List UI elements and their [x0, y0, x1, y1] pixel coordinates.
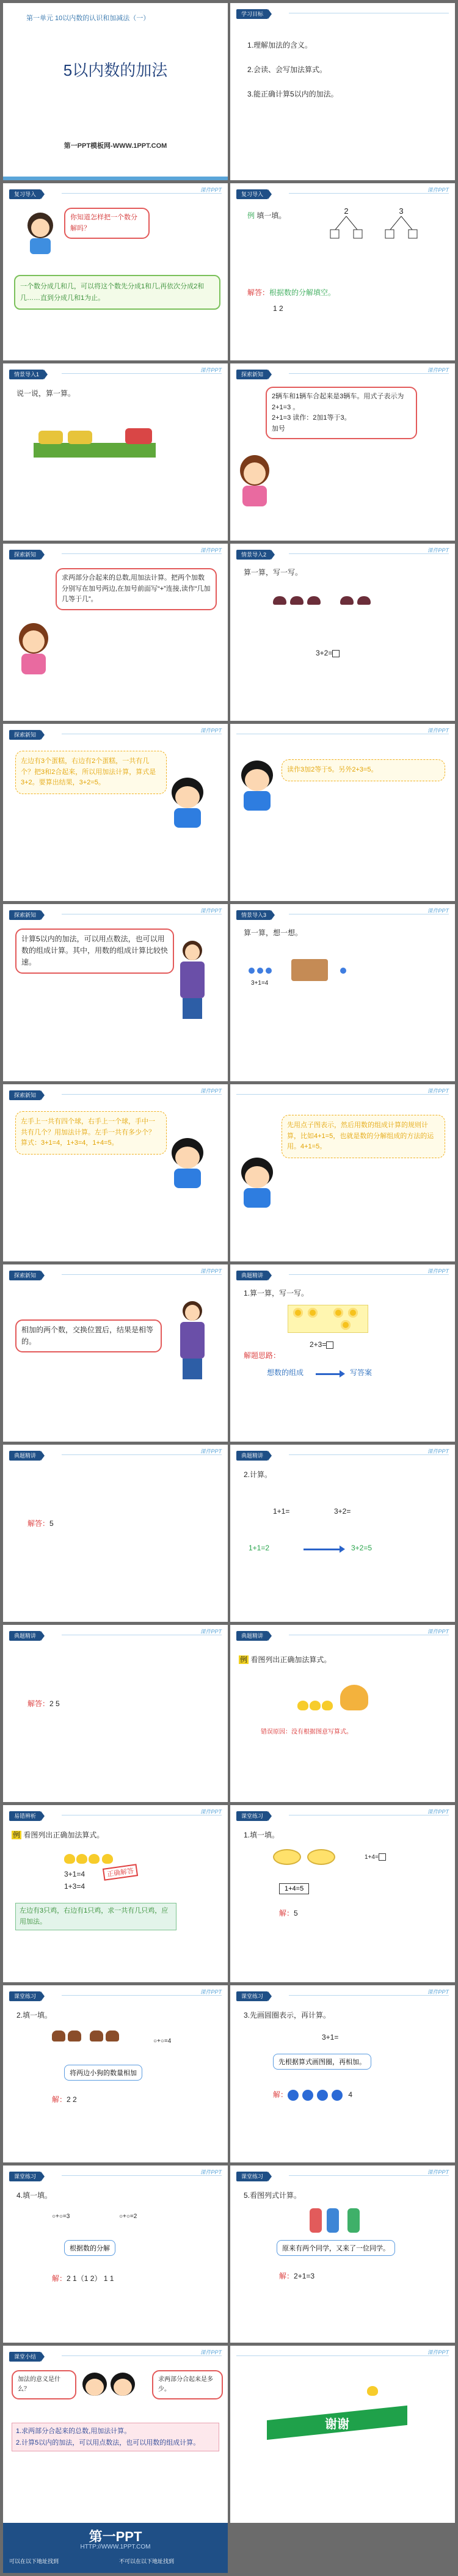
- slide-logo: 课件PPT: [200, 367, 222, 373]
- ad-col2: 不可以在以下地址找到: [119, 2558, 175, 2564]
- thanks-text: 谢谢: [325, 2418, 349, 2431]
- ad-logo: 第一PPT: [89, 2529, 142, 2544]
- slide-logo: 课件PPT: [200, 187, 222, 193]
- slide-logo: 课件PPT: [200, 1809, 222, 1815]
- answer-line: 解答：5: [27, 1519, 54, 1528]
- slide-tag: 典题精讲: [236, 1271, 268, 1280]
- plates-scene: [273, 1848, 346, 1866]
- slide-logo: 课件PPT: [427, 908, 449, 914]
- divider: [62, 2355, 222, 2356]
- chickens-scene: [297, 1681, 371, 1718]
- divider: [289, 193, 449, 194]
- exercise-prompt: 1.算一算，写一写。: [244, 1289, 309, 1297]
- explain-bubble: 读作3加2等于5。另外2+3=5。: [282, 759, 445, 781]
- explain-bubble: 计算5以内的加法，可以用点数法，也可以用数的组成计算。其中，用数的组成计算比较快速。: [15, 929, 174, 974]
- slide-logo: 课件PPT: [427, 1268, 449, 1274]
- divider: [62, 373, 222, 374]
- slide-tag: 探索新知: [9, 550, 41, 560]
- slide-logo: 课件PPT: [200, 2169, 222, 2175]
- answer-line: 解答：根据数的分解填空。: [247, 288, 336, 297]
- slide-logo: 课件PPT: [427, 1088, 449, 1094]
- slide-explore-6: [3, 1084, 228, 1261]
- divider: [289, 2175, 449, 2176]
- slide-explore-3: [3, 724, 228, 901]
- slide-example-1: [230, 1264, 455, 1442]
- scene-prompt: 说一说，算一算。: [16, 389, 76, 398]
- cakes-group: [273, 596, 395, 615]
- slide-logo: 课件PPT: [427, 2349, 449, 2355]
- slide-practice-3: [230, 1985, 455, 2162]
- cars-scene: [34, 425, 156, 467]
- answer-line: 解：2+1=3: [279, 2272, 315, 2280]
- teacher-illustration: [174, 1301, 211, 1381]
- hint-box: 将两边小狗的数量相加: [64, 2065, 142, 2081]
- slide-logo: 课件PPT: [200, 1448, 222, 1454]
- explain-bubble: 相加的两个数，交换位置后，结果是相等的。: [15, 1319, 162, 1352]
- exercise-prompt: 2.填一填。: [16, 2011, 53, 2020]
- slide-summary: [3, 2346, 228, 2523]
- slide-logo: 课件PPT: [200, 2349, 222, 2355]
- method-label: 解题思路：: [244, 1351, 281, 1360]
- slide-tag: 典题精讲: [236, 1631, 268, 1641]
- method-text: 想数的组成: [267, 1368, 304, 1377]
- tree-root-3: 3: [399, 206, 404, 216]
- correct-equation: 1+3=4: [64, 1882, 85, 1891]
- thanks-banner: [267, 2401, 407, 2437]
- bird-icon: [367, 2386, 378, 2396]
- boy-illustration: [236, 1158, 279, 1213]
- site-label: 第一PPT模板网-WWW.1PPT.COM: [64, 142, 167, 150]
- kid-illustration: [21, 213, 58, 255]
- exercise-prompt: 例 看图列出正确加法算式。: [13, 1831, 104, 1839]
- objective-2: 2.会读、会写加法算式。: [247, 65, 327, 74]
- slide-tag: 情景导入3: [236, 910, 271, 920]
- slide-tag: 典题精讲: [9, 1451, 41, 1461]
- slide-tag: 课堂练习: [236, 1811, 268, 1821]
- decomposition-tree: [322, 205, 432, 254]
- divider: [62, 1094, 222, 1095]
- flower-grid: [288, 1305, 368, 1333]
- slide-review-example: [230, 183, 455, 360]
- unit-label: 第一单元 10以内数的认识和加减法（一）: [26, 15, 150, 22]
- explain-bubble: 先用点子图表示，然后用数的组成计算的规则计算，比如4+1=5，也就是数的分解组成的方法的运用。4+1=5。: [282, 1115, 445, 1158]
- teacher-illustration: [174, 941, 211, 1020]
- slide-title-text: 5以内数的加法: [63, 61, 168, 79]
- slide-tag: 探索新知: [236, 370, 268, 379]
- equation: 3+2=: [316, 648, 340, 659]
- explain-bubble: 左手上一共有四个球，右手上一个球，手中一共有几个？用加法计算。左手一共有多少个？算式：3+1=4，1+3=4，1+4=5。: [15, 1111, 167, 1155]
- exercise-prompt: 1.填一填。: [244, 1831, 280, 1839]
- slide-mistakes: [3, 1805, 228, 1982]
- answer-line: 解： 4: [273, 2089, 352, 2101]
- equation: 3+1=4: [251, 980, 269, 987]
- divider: [289, 1995, 449, 1996]
- answer-line: 解：2 2: [52, 2095, 77, 2104]
- slide-tag: 复习导入: [236, 189, 268, 199]
- ad-col1: 可以在以下地址找到: [9, 2558, 59, 2564]
- divider: [62, 1274, 222, 1275]
- slide-scene-2: [230, 544, 455, 721]
- equation-2: 3+2=: [334, 1507, 351, 1516]
- slide-tag: 探索新知: [9, 910, 41, 920]
- divider: [289, 553, 449, 554]
- divider: [236, 2355, 449, 2356]
- tree-root-2: 2: [344, 206, 349, 216]
- divider: [62, 1995, 222, 1996]
- hint-box: 根据数的分解: [64, 2240, 115, 2256]
- slide-logo: 课件PPT: [200, 728, 222, 734]
- slide-example-2-answer: [3, 1625, 228, 1802]
- chickens-scene: [64, 1850, 113, 1866]
- explain-bubble: 左边有3个蛋糕，右边有2个蛋糕，一共有几个？把3和2合起来，所以用加法计算，算式是3+2。要算出结果，3+2=5。: [15, 751, 167, 794]
- slide-scene-3: [230, 904, 455, 1081]
- slide-tag: 复习导入: [9, 189, 41, 199]
- objective-3: 3.能正确计算5以内的加法。: [247, 90, 338, 98]
- equation: 3+1=: [322, 2033, 339, 2041]
- slide-tag: 课堂练习: [236, 2172, 268, 2181]
- slide-scene-1: [3, 363, 228, 541]
- scene-prompt: 算一算，想一想。: [244, 929, 303, 937]
- correct-stamp: 正确解答: [103, 1864, 138, 1881]
- summary-box: [12, 2423, 219, 2451]
- slide-explore-7: [230, 1084, 455, 1261]
- boy-illustration: [167, 1138, 209, 1193]
- slide-explore-1: [230, 363, 455, 541]
- question-bubble: 加法的意义是什么？: [12, 2370, 76, 2399]
- slide-tag: 课堂练习: [9, 1991, 41, 2001]
- exercise-prompt: 3.先画圆圈表示，再计算。: [244, 2011, 331, 2020]
- divider: [236, 1094, 449, 1095]
- slide-tag: 情景导入1: [9, 370, 44, 379]
- slide-explore-2: [3, 544, 228, 721]
- boy-illustration: [167, 778, 209, 833]
- exercise-prompt: 2.计算。: [244, 1470, 272, 1479]
- wrong-equation: 3+1=4: [64, 1870, 85, 1878]
- slide-tag: 典题精讲: [236, 1451, 268, 1461]
- summary-item-2: 2.计算5以内的加法，可以用点数法，也可以用数的组成计算。: [16, 2439, 200, 2446]
- children-scene: [310, 2202, 365, 2235]
- answer-bubble: 求两部分合起来是多少。: [152, 2370, 223, 2399]
- example-prompt: 例 填一填。: [247, 211, 286, 220]
- exercise-prompt: 4.填一填。: [16, 2191, 53, 2200]
- slide-review: [3, 183, 228, 360]
- slide-practice-5: [230, 2166, 455, 2343]
- hint-box: 先根据算式画图圈，再相加。: [273, 2054, 371, 2070]
- ad-url: HTTP://WWW.1PPT.COM: [80, 2544, 151, 2550]
- girl-illustration: [15, 623, 52, 678]
- slide-tag: 探索新知: [9, 1090, 41, 1100]
- equation-2: ○+○=2: [119, 2213, 137, 2220]
- objective-1: 1.理解加法的含义。: [247, 41, 313, 49]
- answer-line: 解答：2 5: [27, 1699, 60, 1708]
- answer-1: 1+1=2: [249, 1544, 270, 1552]
- explanation-box: 左边有3只鸡，右边有1只鸡，求一共有几只鸡，应用加法。: [15, 1903, 176, 1930]
- equation-1: ○+○=3: [52, 2213, 70, 2220]
- slide-logo: 课件PPT: [427, 2169, 449, 2175]
- slide-tag: 探索新知: [9, 1271, 41, 1280]
- slide-tag: 学习目标: [236, 9, 268, 19]
- equation: 1+4=: [365, 1853, 386, 1863]
- slide-logo: 课件PPT: [427, 1809, 449, 1815]
- summary-item-1: 1.求两部分合起来的总数,用加法计算。: [16, 2428, 131, 2435]
- divider: [62, 1454, 222, 1455]
- arrow-icon: [304, 1549, 340, 1550]
- slide-practice-2: [3, 1985, 228, 2162]
- scene-prompt: 算一算，写一写。: [244, 568, 303, 577]
- slide-logo: 课件PPT: [200, 547, 222, 553]
- slide-practice-4: [3, 2166, 228, 2343]
- exercise-prompt: 5.看图列式计算。: [244, 2191, 302, 2200]
- slide-example-3: [230, 1625, 455, 1802]
- divider: [62, 2175, 222, 2176]
- slide-logo: 课件PPT: [200, 1088, 222, 1094]
- slide-logo: 课件PPT: [427, 1629, 449, 1635]
- girl-illustration: [236, 455, 273, 510]
- slide-logo: 课件PPT: [200, 1629, 222, 1635]
- error-note: 错误原因：没有根据图意写算式。: [261, 1729, 352, 1735]
- slide-logo: 课件PPT: [200, 908, 222, 914]
- slide-tag: 情景导入2: [236, 550, 271, 560]
- slide-example-2: [230, 1445, 455, 1622]
- explain-bubble: 求两部分合起来的总数,用加法计算。把两个加数分别写在加号两边,在加号前面写“+”连接,读作“几加几等于几”。: [56, 568, 217, 610]
- divider: [289, 373, 449, 374]
- slide-tag: 易错辨析: [9, 1811, 41, 1821]
- slide-logo: 课件PPT: [427, 1448, 449, 1454]
- slide-logo: 课件PPT: [427, 728, 449, 734]
- slide-explore-5: [3, 904, 228, 1081]
- slide-tag: 课堂练习: [9, 2172, 41, 2181]
- formula-box: 1+4=5: [279, 1883, 309, 1894]
- ad-footer: [3, 2523, 228, 2573]
- divider: [289, 1274, 449, 1275]
- slide-logo: 课件PPT: [427, 1989, 449, 1995]
- slide-title: [3, 3, 228, 180]
- answer-line: 解：5: [279, 1909, 298, 1917]
- divider: [62, 193, 222, 194]
- answer-line: 解：2 1（1 2） 1 1: [52, 2274, 114, 2283]
- divider: [62, 553, 222, 554]
- question-bubble: 你知道怎样把一个数分解吗？: [64, 208, 150, 239]
- slide-logo: 课件PPT: [427, 367, 449, 373]
- slide-logo: 课件PPT: [427, 547, 449, 553]
- explanation-box: 一个数分成几和几，可以将这个数先分成1和几,再依次分成2和几……直到分成几和1为止。: [14, 275, 220, 310]
- bottom-band: [3, 177, 228, 180]
- explain-bubble: 2辆车和1辆车合起来是3辆车。用式子表示为2+1=3 。 2+1=3 读作：2加1等于3。 加号: [266, 387, 417, 439]
- slide-tag: 课堂小结: [9, 2352, 41, 2362]
- slide-tag: 课堂练习: [236, 1991, 268, 2001]
- equation-1: 1+1=: [273, 1507, 290, 1516]
- result-text: 写答案: [350, 1368, 373, 1377]
- slide-example-1-answer: [3, 1445, 228, 1622]
- slide-logo: 课件PPT: [200, 1268, 222, 1274]
- slide-logo: 课件PPT: [200, 1989, 222, 1995]
- slide-practice-1: [230, 1805, 455, 1982]
- slide-logo: 课件PPT: [427, 187, 449, 193]
- hint-box: 原来有两个同学，又来了一位同学。: [277, 2240, 395, 2256]
- divider: [289, 1454, 449, 1455]
- answer-2: 3+2=5: [351, 1544, 373, 1552]
- boy-illustration: [236, 761, 279, 815]
- slide-thanks: [230, 2346, 455, 2523]
- slide-tag: 探索新知: [9, 730, 41, 740]
- exercise-prompt: 例 看图列出正确加法算式。: [240, 1655, 332, 1664]
- equation: 2+3=: [310, 1339, 333, 1351]
- dogs-scene: [52, 2028, 119, 2046]
- slide-tag: 典题精讲: [9, 1631, 41, 1641]
- equation: ○+○=4: [153, 2038, 172, 2045]
- answer-values: 1 2: [273, 304, 283, 313]
- kids-pair: [82, 2373, 137, 2409]
- slide-objectives: [230, 3, 455, 180]
- slide-explore-8: [3, 1264, 228, 1442]
- arrow-icon: [316, 1373, 340, 1375]
- slide-explore-4: [230, 724, 455, 901]
